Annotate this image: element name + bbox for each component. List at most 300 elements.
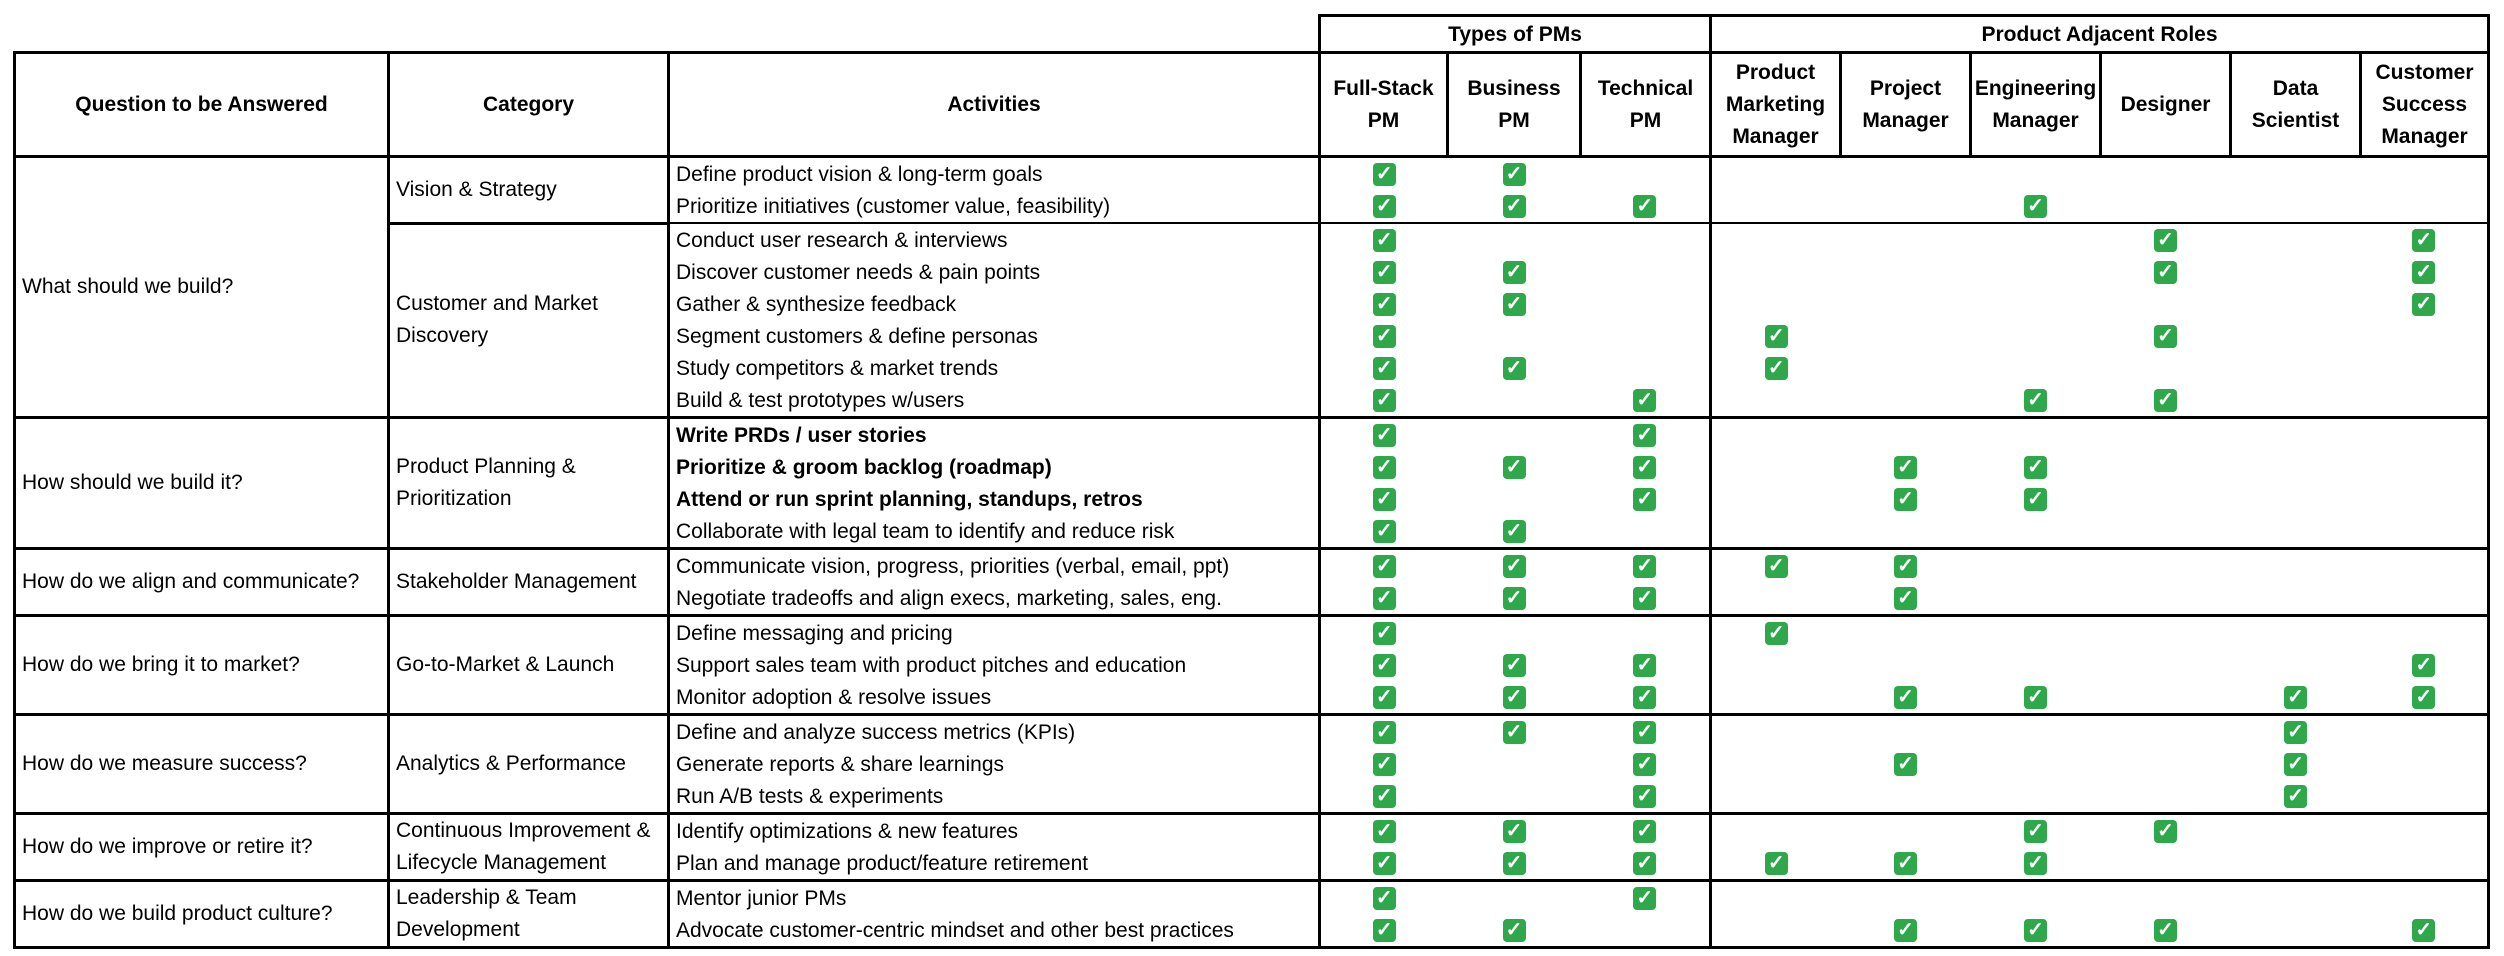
activity-cell: Define and analyze success metrics (KPIs)	[669, 715, 1320, 749]
mark-cell	[2231, 384, 2361, 418]
mark-cell	[1581, 320, 1711, 352]
mark-cell	[1971, 814, 2101, 848]
mark-cell	[2101, 814, 2231, 848]
mark-cell	[1320, 418, 1448, 452]
mark-cell	[1971, 582, 2101, 616]
activity-cell: Prioritize & groom backlog (roadmap)	[669, 451, 1320, 483]
checkmark-icon: ✓	[1373, 357, 1396, 380]
mark-cell	[1320, 320, 1448, 352]
question-cell: How do we measure success?	[15, 715, 389, 814]
mark-cell	[2101, 681, 2231, 715]
mark-cell	[2361, 451, 2489, 483]
category-cell: Customer and Market Discovery	[389, 223, 669, 418]
mark-cell	[1711, 914, 1841, 948]
checkmark-icon: ✓	[1765, 555, 1788, 578]
mark-cell	[2101, 320, 2231, 352]
mark-cell	[1841, 681, 1971, 715]
mark-cell	[2361, 256, 2489, 288]
mark-cell	[1320, 451, 1448, 483]
mark-cell	[1448, 320, 1581, 352]
mark-cell	[2101, 288, 2231, 320]
category-cell: Vision & Strategy	[389, 157, 669, 224]
category-cell: Continuous Improvement & Lifecycle Management	[389, 814, 669, 881]
category-cell: Product Planning & Prioritization	[389, 418, 669, 549]
checkmark-icon: ✓	[1765, 325, 1788, 348]
mark-cell	[1971, 288, 2101, 320]
mark-cell	[1320, 288, 1448, 320]
mark-cell	[1320, 748, 1448, 780]
mark-cell	[1320, 914, 1448, 948]
mark-cell	[1971, 881, 2101, 915]
mark-cell	[2361, 157, 2489, 191]
checkmark-icon: ✓	[1633, 852, 1656, 875]
checkmark-icon: ✓	[1765, 852, 1788, 875]
activity-cell: Define product vision & long-term goals	[669, 157, 1320, 191]
mark-cell	[2231, 814, 2361, 848]
mark-cell	[1841, 418, 1971, 452]
checkmark-icon: ✓	[1373, 654, 1396, 677]
table-row	[15, 616, 2489, 650]
mark-cell	[2361, 418, 2489, 452]
mark-cell	[2231, 515, 2361, 549]
mark-cell	[1320, 881, 1448, 915]
mark-cell	[1971, 780, 2101, 814]
mark-cell	[1448, 549, 1581, 583]
activity-cell: Define messaging and pricing	[669, 616, 1320, 650]
mark-cell	[1581, 881, 1711, 915]
mark-cell	[1711, 681, 1841, 715]
checkmark-icon: ✓	[1633, 820, 1656, 843]
checkmark-icon: ✓	[2154, 820, 2177, 843]
checkmark-icon: ✓	[1373, 852, 1396, 875]
checkmark-icon: ✓	[1503, 919, 1526, 942]
mark-cell	[1448, 681, 1581, 715]
mark-cell	[2101, 515, 2231, 549]
checkmark-icon: ✓	[1633, 555, 1656, 578]
mark-cell	[1448, 256, 1581, 288]
activity-cell: Attend or run sprint planning, standups, retros	[669, 483, 1320, 515]
mark-cell	[1711, 288, 1841, 320]
checkmark-icon: ✓	[1503, 587, 1526, 610]
mark-cell	[1581, 418, 1711, 452]
mark-cell	[1971, 748, 2101, 780]
mark-cell	[2361, 748, 2489, 780]
checkmark-icon: ✓	[1373, 686, 1396, 709]
activity-cell: Study competitors & market trends	[669, 352, 1320, 384]
checkmark-icon: ✓	[1503, 520, 1526, 543]
mark-cell	[2231, 288, 2361, 320]
mark-cell	[1581, 223, 1711, 256]
question-cell: How do we align and communicate?	[15, 549, 389, 616]
mark-cell	[1448, 352, 1581, 384]
question-cell: How do we improve or retire it?	[15, 814, 389, 881]
checkmark-icon: ✓	[1765, 357, 1788, 380]
activity-cell: Build & test prototypes w/users	[669, 384, 1320, 418]
mark-cell	[2101, 418, 2231, 452]
checkmark-icon: ✓	[1373, 919, 1396, 942]
mark-cell	[2361, 780, 2489, 814]
mark-cell	[2101, 616, 2231, 650]
mark-cell	[1841, 715, 1971, 749]
mark-cell	[1971, 418, 2101, 452]
checkmark-icon: ✓	[2154, 261, 2177, 284]
mark-cell	[2361, 814, 2489, 848]
mark-cell	[1581, 780, 1711, 814]
checkmark-icon: ✓	[1503, 293, 1526, 316]
checkmark-icon: ✓	[1894, 456, 1917, 479]
mark-cell	[1971, 483, 2101, 515]
mark-cell	[1711, 814, 1841, 848]
checkmark-icon: ✓	[2412, 654, 2435, 677]
question-cell: What should we build?	[15, 157, 389, 418]
mark-cell	[1841, 190, 1971, 223]
header-role-customer-success-manager: Customer Success Manager	[2361, 53, 2489, 157]
mark-cell	[2101, 157, 2231, 191]
mark-cell	[1448, 190, 1581, 223]
checkmark-icon: ✓	[2024, 456, 2047, 479]
mark-cell	[1711, 549, 1841, 583]
checkmark-icon: ✓	[1894, 555, 1917, 578]
checkmark-icon: ✓	[1373, 753, 1396, 776]
checkmark-icon: ✓	[1373, 721, 1396, 744]
mark-cell	[2101, 649, 2231, 681]
mark-cell	[1581, 515, 1711, 549]
mark-cell	[2101, 352, 2231, 384]
mark-cell	[1711, 649, 1841, 681]
checkmark-icon: ✓	[2284, 753, 2307, 776]
header-role-designer: Designer	[2101, 53, 2231, 157]
checkmark-icon: ✓	[1633, 456, 1656, 479]
header-category: Category	[389, 53, 669, 157]
checkmark-icon: ✓	[1373, 587, 1396, 610]
mark-cell	[2101, 715, 2231, 749]
category-cell: Leadership & Team Development	[389, 881, 669, 948]
mark-cell	[2361, 384, 2489, 418]
mark-cell	[1841, 881, 1971, 915]
mark-cell	[1448, 847, 1581, 881]
mark-cell	[1320, 582, 1448, 616]
mark-cell	[2361, 847, 2489, 881]
mark-cell	[2101, 780, 2231, 814]
header-role-business-pm: Business PM	[1448, 53, 1581, 157]
mark-cell	[1448, 515, 1581, 549]
mark-cell	[1971, 914, 2101, 948]
checkmark-icon: ✓	[1373, 163, 1396, 186]
question-cell: How should we build it?	[15, 418, 389, 549]
checkmark-icon: ✓	[1373, 325, 1396, 348]
checkmark-icon: ✓	[1373, 456, 1396, 479]
mark-cell	[1971, 157, 2101, 191]
checkmark-icon: ✓	[2024, 919, 2047, 942]
mark-cell	[1711, 451, 1841, 483]
header-role-data-scientist: Data Scientist	[2231, 53, 2361, 157]
mark-cell	[1841, 748, 1971, 780]
mark-cell	[1448, 223, 1581, 256]
checkmark-icon: ✓	[2412, 229, 2435, 252]
mark-cell	[1711, 418, 1841, 452]
mark-cell	[1320, 352, 1448, 384]
checkmark-icon: ✓	[1373, 488, 1396, 511]
checkmark-icon: ✓	[2154, 229, 2177, 252]
column-header-row	[15, 53, 2489, 157]
checkmark-icon: ✓	[2154, 919, 2177, 942]
mark-cell	[2361, 715, 2489, 749]
question-cell: How do we build product culture?	[15, 881, 389, 948]
mark-cell	[1448, 384, 1581, 418]
roles-table	[13, 14, 2490, 949]
checkmark-icon: ✓	[2412, 293, 2435, 316]
mark-cell	[1320, 384, 1448, 418]
checkmark-icon: ✓	[1373, 785, 1396, 808]
mark-cell	[1971, 320, 2101, 352]
mark-cell	[1581, 549, 1711, 583]
checkmark-icon: ✓	[1503, 163, 1526, 186]
mark-cell	[1841, 582, 1971, 616]
checkmark-icon: ✓	[2024, 488, 2047, 511]
mark-cell	[2361, 549, 2489, 583]
mark-cell	[1320, 649, 1448, 681]
mark-cell	[2101, 582, 2231, 616]
activity-cell: Communicate vision, progress, priorities (verbal, email, ppt)	[669, 549, 1320, 583]
mark-cell	[2361, 881, 2489, 915]
mark-cell	[1711, 384, 1841, 418]
mark-cell	[1971, 681, 2101, 715]
mark-cell	[1448, 418, 1581, 452]
checkmark-icon: ✓	[1633, 424, 1656, 447]
checkmark-icon: ✓	[2412, 919, 2435, 942]
mark-cell	[1971, 256, 2101, 288]
mark-cell	[1711, 256, 1841, 288]
mark-cell	[2361, 515, 2489, 549]
checkmark-icon: ✓	[1373, 820, 1396, 843]
header-activities: Activities	[669, 53, 1320, 157]
mark-cell	[1448, 157, 1581, 191]
mark-cell	[2231, 352, 2361, 384]
mark-cell	[1581, 190, 1711, 223]
activity-cell: Advocate customer-centric mindset and other best practices	[669, 914, 1320, 948]
checkmark-icon: ✓	[1503, 357, 1526, 380]
mark-cell	[1711, 847, 1841, 881]
checkmark-icon: ✓	[1894, 488, 1917, 511]
mark-cell	[2361, 190, 2489, 223]
checkmark-icon: ✓	[1503, 654, 1526, 677]
mark-cell	[1711, 223, 1841, 256]
mark-cell	[1581, 288, 1711, 320]
mark-cell	[1320, 780, 1448, 814]
mark-cell	[1448, 881, 1581, 915]
checkmark-icon: ✓	[1503, 820, 1526, 843]
category-cell: Go-to-Market & Launch	[389, 616, 669, 715]
mark-cell	[2361, 352, 2489, 384]
mark-cell	[1841, 223, 1971, 256]
mark-cell	[1711, 483, 1841, 515]
mark-cell	[1841, 256, 1971, 288]
mark-cell	[1711, 715, 1841, 749]
mark-cell	[1971, 847, 2101, 881]
mark-cell	[1841, 847, 1971, 881]
header-role-product-marketing-manager: Product Marketing Manager	[1711, 53, 1841, 157]
header-question: Question to be Answered	[15, 53, 389, 157]
mark-cell	[1448, 748, 1581, 780]
mark-cell	[1841, 483, 1971, 515]
mark-cell	[1711, 352, 1841, 384]
mark-cell	[2361, 681, 2489, 715]
mark-cell	[1448, 451, 1581, 483]
activity-cell: Prioritize initiatives (customer value, feasibility)	[669, 190, 1320, 223]
activity-cell: Plan and manage product/feature retirement	[669, 847, 1320, 881]
mark-cell	[2231, 914, 2361, 948]
mark-cell	[2231, 748, 2361, 780]
mark-cell	[2231, 847, 2361, 881]
mark-cell	[1320, 681, 1448, 715]
mark-cell	[1711, 582, 1841, 616]
mark-cell	[2101, 190, 2231, 223]
checkmark-icon: ✓	[1373, 555, 1396, 578]
checkmark-icon: ✓	[1373, 195, 1396, 218]
mark-cell	[2231, 418, 2361, 452]
mark-cell	[2231, 649, 2361, 681]
mark-cell	[1971, 352, 2101, 384]
mark-cell	[1841, 780, 1971, 814]
mark-cell	[2231, 681, 2361, 715]
mark-cell	[1448, 780, 1581, 814]
mark-cell	[1711, 190, 1841, 223]
checkmark-icon: ✓	[1503, 686, 1526, 709]
mark-cell	[1581, 616, 1711, 650]
checkmark-icon: ✓	[1503, 195, 1526, 218]
activity-cell: Run A/B tests & experiments	[669, 780, 1320, 814]
checkmark-icon: ✓	[1373, 424, 1396, 447]
mark-cell	[1971, 190, 2101, 223]
mark-cell	[1448, 616, 1581, 650]
mark-cell	[1320, 223, 1448, 256]
activity-cell: Negotiate tradeoffs and align execs, marketing, sales, eng.	[669, 582, 1320, 616]
mark-cell	[1581, 748, 1711, 780]
mark-cell	[1971, 451, 2101, 483]
mark-cell	[2361, 914, 2489, 948]
mark-cell	[2101, 483, 2231, 515]
checkmark-icon: ✓	[2412, 261, 2435, 284]
checkmark-icon: ✓	[1503, 852, 1526, 875]
mark-cell	[1711, 515, 1841, 549]
mark-cell	[1320, 715, 1448, 749]
mark-cell	[1841, 814, 1971, 848]
mark-cell	[1320, 256, 1448, 288]
checkmark-icon: ✓	[1503, 456, 1526, 479]
category-cell: Stakeholder Management	[389, 549, 669, 616]
mark-cell	[2361, 582, 2489, 616]
mark-cell	[1971, 515, 2101, 549]
mark-cell	[1581, 451, 1711, 483]
checkmark-icon: ✓	[1633, 785, 1656, 808]
mark-cell	[1841, 320, 1971, 352]
mark-cell	[1581, 384, 1711, 418]
mark-cell	[2231, 582, 2361, 616]
mark-cell	[2361, 616, 2489, 650]
activity-cell: Discover customer needs & pain points	[669, 256, 1320, 288]
activity-cell: Collaborate with legal team to identify and reduce risk	[669, 515, 1320, 549]
table-row	[15, 418, 2489, 452]
mark-cell	[1711, 320, 1841, 352]
mark-cell	[2361, 649, 2489, 681]
mark-cell	[2231, 483, 2361, 515]
checkmark-icon: ✓	[2024, 195, 2047, 218]
mark-cell	[1841, 352, 1971, 384]
group-header-types-of-pms: Types of PMs	[1320, 16, 1711, 53]
checkmark-icon: ✓	[2024, 820, 2047, 843]
mark-cell	[2231, 549, 2361, 583]
mark-cell	[1711, 616, 1841, 650]
checkmark-icon: ✓	[1633, 887, 1656, 910]
table-row	[15, 549, 2489, 583]
checkmark-icon: ✓	[1373, 520, 1396, 543]
checkmark-icon: ✓	[1633, 488, 1656, 511]
mark-cell	[1841, 914, 1971, 948]
mark-cell	[1841, 616, 1971, 650]
checkmark-icon: ✓	[1373, 229, 1396, 252]
activity-cell: Segment customers & define personas	[669, 320, 1320, 352]
mark-cell	[1581, 256, 1711, 288]
pm-roles-matrix	[13, 14, 2490, 949]
activity-cell: Mentor junior PMs	[669, 881, 1320, 915]
mark-cell	[1971, 649, 2101, 681]
checkmark-icon: ✓	[1894, 686, 1917, 709]
mark-cell	[2361, 483, 2489, 515]
mark-cell	[2101, 256, 2231, 288]
mark-cell	[1320, 515, 1448, 549]
header-role-full-stack-pm: Full-Stack PM	[1320, 53, 1448, 157]
checkmark-icon: ✓	[2024, 389, 2047, 412]
checkmark-icon: ✓	[2024, 852, 2047, 875]
mark-cell	[1581, 814, 1711, 848]
mark-cell	[1711, 780, 1841, 814]
mark-cell	[2101, 384, 2231, 418]
mark-cell	[1320, 549, 1448, 583]
mark-cell	[1841, 451, 1971, 483]
table-row	[15, 157, 2489, 191]
mark-cell	[1841, 549, 1971, 583]
header-role-project-manager: Project Manager	[1841, 53, 1971, 157]
mark-cell	[2101, 881, 2231, 915]
mark-cell	[1320, 190, 1448, 223]
mark-cell	[2101, 549, 2231, 583]
mark-cell	[1320, 157, 1448, 191]
checkmark-icon: ✓	[1503, 721, 1526, 744]
mark-cell	[2231, 715, 2361, 749]
checkmark-icon: ✓	[2412, 686, 2435, 709]
checkmark-icon: ✓	[2024, 686, 2047, 709]
mark-cell	[2231, 616, 2361, 650]
activity-cell: Write PRDs / user stories	[669, 418, 1320, 452]
mark-cell	[1448, 582, 1581, 616]
checkmark-icon: ✓	[1503, 555, 1526, 578]
checkmark-icon: ✓	[1633, 753, 1656, 776]
mark-cell	[1581, 649, 1711, 681]
activity-cell: Monitor adoption & resolve issues	[669, 681, 1320, 715]
checkmark-icon: ✓	[1503, 261, 1526, 284]
mark-cell	[2231, 451, 2361, 483]
activity-cell: Gather & synthesize feedback	[669, 288, 1320, 320]
mark-cell	[2361, 288, 2489, 320]
mark-cell	[1841, 515, 1971, 549]
checkmark-icon: ✓	[1373, 622, 1396, 645]
mark-cell	[1971, 549, 2101, 583]
checkmark-icon: ✓	[2284, 721, 2307, 744]
checkmark-icon: ✓	[1373, 261, 1396, 284]
mark-cell	[1448, 715, 1581, 749]
mark-cell	[1448, 814, 1581, 848]
mark-cell	[1581, 847, 1711, 881]
